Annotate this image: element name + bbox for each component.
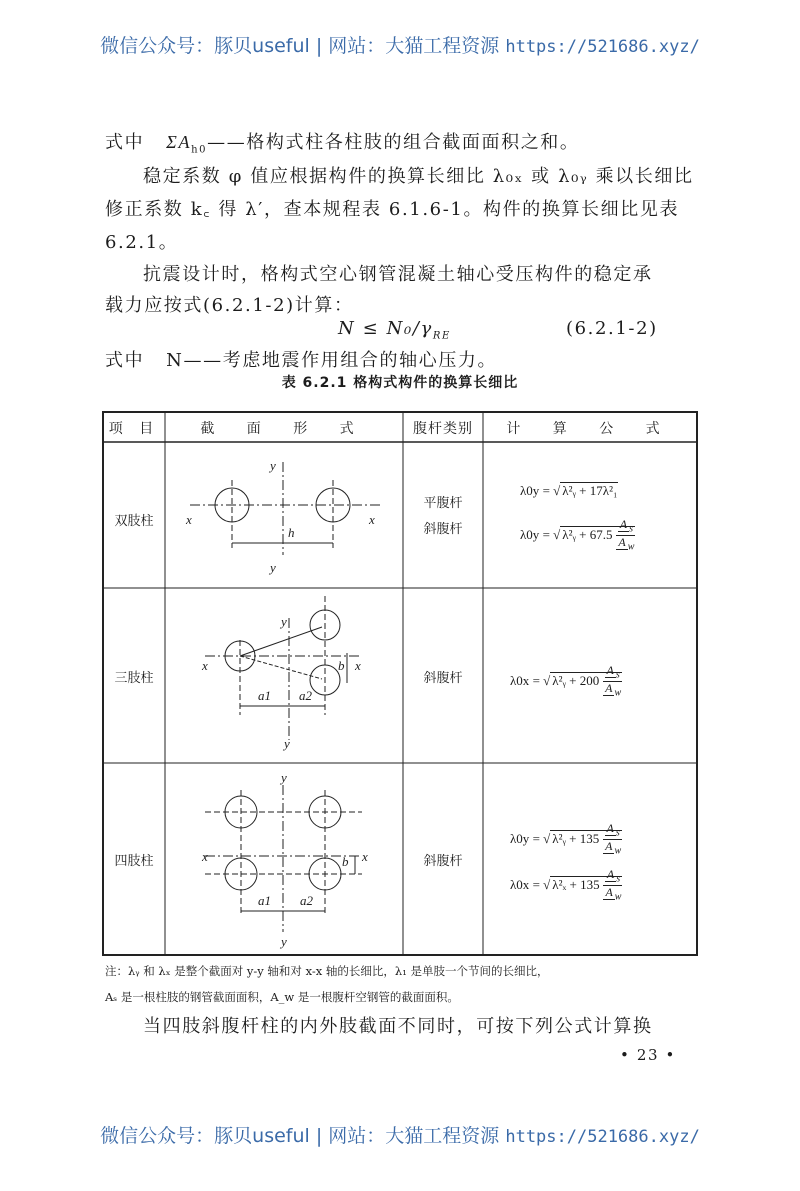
formula-body: λ²ᵧ + 67.5 [562,526,613,542]
axis-label-y: y [284,736,290,751]
denominator-sub: w [614,687,622,699]
paragraph-line: 当四肢斜腹杆柱的内外肢截面不同时，可按下列公式计算换 [143,1016,653,1037]
denominator-sub: w [614,845,622,857]
definition: N——考虑地震作用组合的轴心压力。 [166,350,498,371]
axis-label-y: y [281,614,287,629]
axis-label-x: x [202,849,208,864]
formula-lhs: λ0y [520,483,540,498]
watermark-text: 微信公众号：豚贝useful | 网站：大猫工程资源 [100,1125,506,1147]
numerator: A [606,867,615,881]
row-item: 三肢柱 [114,671,154,686]
axis-label-x: x [186,512,192,527]
formula: λ0y = √ λ²ᵧ + 67.5 $\frac{A _s}{A _w}$ [520,517,635,553]
paragraph-line: 抗震设计时，格构式空心钢管混凝土轴心受压构件的稳定承 [143,264,653,285]
formula-body: λ²ᵧ + 200 [552,672,600,688]
paragraph-line: 修正系数 k꜀ 得 λ′，查本规程表 6.1.6-1。构件的换算长细比见表 [105,199,680,220]
two-limb-diagram [190,462,380,555]
table-note: Aₛ 是一根柱肢的钢管截面面积，A_w 是一根腹杆空钢管的截面面积。 [105,990,459,1004]
axis-label-x: x [362,849,368,864]
axis-label-x: x [369,512,375,527]
numerator: A [606,663,614,677]
prefix: 式中 [105,132,145,153]
numerator: A [606,821,614,835]
watermark-url: https://521686.xyz/ [505,37,700,57]
dimension-label-a1: a1 [258,893,271,908]
axis-label-x: x [202,658,208,673]
formula: λ0y = √ λ²ᵧ + 17λ²₁ [520,483,618,498]
table-header: 项 目 [108,421,160,437]
equation-sub: RE [432,330,451,342]
formula-body: λ²ᵧ + 17λ²₁ [562,483,618,498]
numerator-sub: s [616,873,621,885]
numerator-sub: s [615,827,620,839]
page-number: • 23 • [620,1046,676,1064]
formula: λ0x = √ λ²ᵧ + 200 $\frac{A _s}{A _w}$ [510,663,622,699]
formula: λ0x = √ λ²ₓ + 135 $\frac{A _s}{A _w}$ [510,867,622,903]
denominator-sub: w [614,891,622,903]
denominator: A [605,839,613,854]
table-caption: 表 6.2.1 格构式构件的换算长细比 [281,375,519,391]
row-item: 双肢柱 [114,514,154,529]
table-header: 截 面 形 式 [200,421,368,437]
numerator-sub: s [615,669,620,681]
symbol-sub: h0 [191,144,208,156]
row-item: 四肢柱 [114,854,154,869]
axis-label-x: x [355,658,361,673]
equation-body: N ≤ N₀/γ [338,318,433,339]
formula-lhs: λ0x [510,876,530,892]
paragraph-line: 载力应按式(6.2.1-2)计算： [105,295,354,316]
watermark-url: https://521686.xyz/ [505,1127,700,1147]
equation-number: (6.2.1-2) [566,318,658,339]
formula-lhs: λ0y [510,830,530,846]
prefix: 式中 [105,350,145,371]
numerator-sub: s [629,523,634,535]
dimension-label-b: b [338,658,345,673]
four-limb-diagram [205,785,362,932]
web-type: 斜腹杆 [423,671,463,686]
table-header: 计 算 公 式 [506,421,674,437]
formula-body: λ²ᵧ + 135 [552,830,600,846]
paragraph-line: 6.2.1。 [105,232,179,253]
axis-label-y: y [281,770,287,785]
web-type: 斜腹杆 [423,854,463,869]
symbol: ΣA [166,132,192,152]
formula-lhs: λ0y [520,526,540,542]
dimension-label-a2: a2 [299,688,312,703]
denominator: A [605,885,613,900]
web-type: 斜腹杆 [423,522,463,537]
formula: λ0y = √ λ²ᵧ + 135 $\frac{A _s}{A _w}$ [510,821,622,857]
axis-label-y: y [270,458,276,473]
axis-label-y: y [270,560,276,575]
table-header: 腹杆类别 [413,421,473,437]
definition: ——格构式柱各柱肢的组合截面面积之和。 [207,132,580,153]
watermark-bottom [0,1121,800,1148]
formula-lhs: λ0x [510,672,530,688]
web-type: 平腹杆 [423,496,463,511]
denominator: A [605,681,613,696]
formula-body: λ²ₓ + 135 [552,876,600,892]
axis-label-y: y [281,934,287,949]
dimension-label-b: b [342,854,349,869]
denominator: A [618,535,626,550]
table-note: 注：λᵧ 和 λₓ 是整个截面对 y-y 轴和对 x-x 轴的长细比，λ₁ 是单肢一个节间的长细比， [105,964,549,978]
dimension-label-a2: a2 [300,893,313,908]
dimension-label-a1: a1 [258,688,271,703]
paragraph-line: 稳定系数 φ 值应根据构件的换算长细比 λ₀ₓ 或 λ₀ᵧ 乘以长细比 [143,166,694,187]
dimension-label-h: h [288,525,295,540]
denominator-sub: w [627,541,635,553]
numerator: A [619,517,628,531]
watermark-text: 微信公众号：豚贝useful | 网站：大猫工程资源 [100,35,506,57]
